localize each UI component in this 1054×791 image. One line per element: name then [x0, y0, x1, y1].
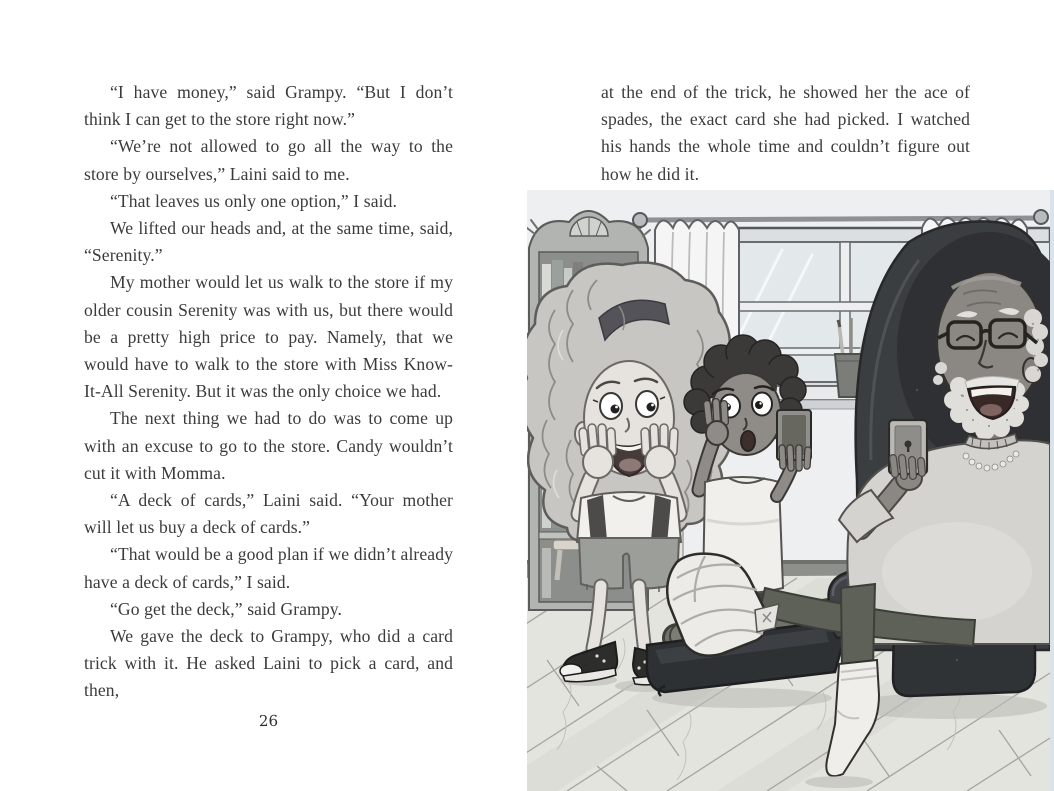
girl-hand-left	[583, 428, 613, 478]
page-number: 26	[258, 711, 279, 731]
boy-hand-on-cheek	[706, 402, 728, 445]
paragraph: at the end of the trick, he showed her the ace of spades, the exact card she had picked. I watched his hands the whole time and couldn’t figure out how he did it.	[601, 82, 970, 184]
paragraph: “I have money,” said Grampy. “But I don’t think I can get to the store right now.”	[84, 82, 453, 130]
paragraph: “Go get the deck,” said Grampy.	[110, 598, 343, 619]
paragraph: We lifted our heads and, at the same time, said, “Serenity.”	[84, 218, 453, 266]
boy-mouth	[741, 431, 755, 451]
left-page-text	[84, 79, 453, 705]
paragraph: My mother would let us walk to the store if my older cousin Serenity was with us, but there would be a pretty high price to pay. Namely, that we would have to walk to the store with Miss Know-It-All Serenity. But it was the only choice we had.	[84, 272, 453, 402]
grampy-down-leg	[841, 584, 875, 669]
paragraph: “We’re not allowed to go all the way to the store by ourselves,” Laini said to me.	[84, 136, 453, 184]
right-page-text	[601, 79, 970, 188]
page-edge	[1050, 190, 1054, 791]
paragraph: “That would be a good plan if we didn’t already have a deck of cards,” I said.	[84, 544, 453, 592]
girl-hand-right	[645, 428, 675, 478]
paragraph: “A deck of cards,” Laini said. “Your mother will let us buy a deck of cards.”	[84, 490, 453, 538]
story-illustration	[527, 190, 1050, 791]
paragraph: We gave the deck to Grampy, who did a card trick with it. He asked Laini to pick a card, and then,	[84, 626, 453, 701]
paragraph: “That leaves us only one option,” I said.	[110, 190, 397, 211]
paragraph: The next thing we had to do was to come up with an excuse to go to the store. Candy wouldn’t cut it with Momma.	[84, 408, 453, 483]
